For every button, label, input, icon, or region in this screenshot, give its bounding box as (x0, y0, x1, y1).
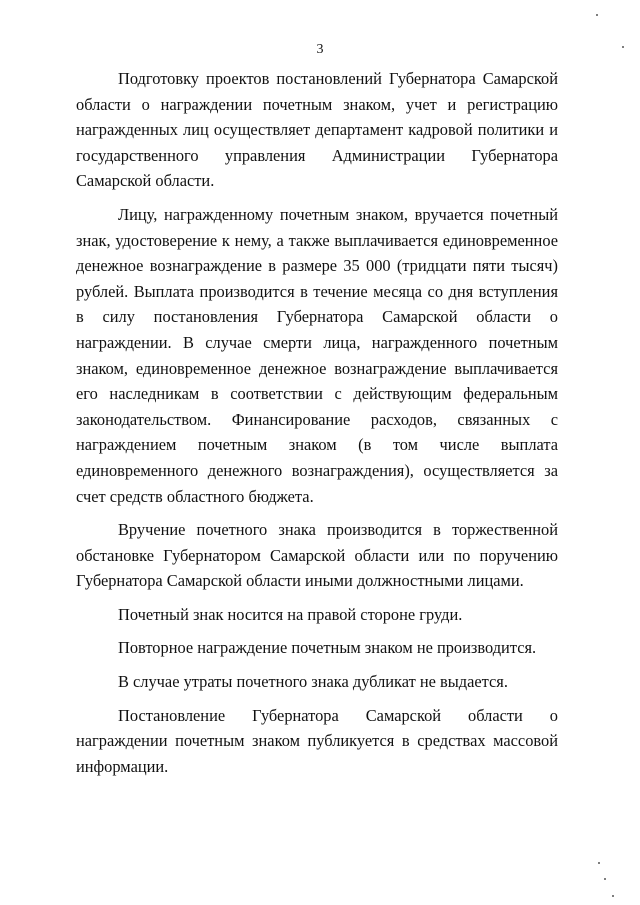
scan-speck (596, 14, 598, 16)
paragraph: Подготовку проектов постановлений Губернатора Самарской области о награждении почетным знаком, учет и регистрацию награжденных лиц осуществляет департамент кадровой политики и государственного управления Администрации Губернатора Самарской области. (76, 69, 558, 191)
paragraph: В случае утраты почетного знака дубликат не выдается. (118, 672, 508, 692)
scan-speck (598, 862, 600, 864)
paragraph: Постановление Губернатора Самарской области о награждении почетным знаком публикуется в средствах массовой информации. (76, 705, 558, 776)
paragraph: Повторное награждение почетным знаком не производится. (118, 638, 537, 658)
paragraph: Почетный знак носится на правой стороне груди. (118, 604, 463, 624)
page-number: 3 (316, 42, 324, 57)
scan-speck (612, 895, 614, 897)
paragraph: Лицу, награжденному почетным знаком, вручается почетный знак, удостоверение к нему, а также выплачивается единовременное денежное вознаграждение в размере 35 000 (тридцати пяти тысяч) рублей. Выплата производится в течение месяца со дня вступления в силу постановления Губернатора Самарской области о награждении. В случае смерти лица, награжденного почетным знаком, единовременное денежное вознаграждение выплачивается его наследникам в соответствии с действующим федеральным законодательством. Финансирование расходов, связанных с награждением почетным знаком (в том числе выплата единовременного денежного вознаграждения), осуществляется за счет средств областного бюджета. (76, 204, 558, 506)
paragraph: Вручение почетного знака производится в торжественной обстановке Губернатором Самарской области или по поручению Губернатора Самарской области иными должностными лицами. (76, 520, 558, 591)
scan-speck (604, 878, 606, 880)
scan-speck (622, 46, 624, 48)
document-body (76, 66, 558, 779)
